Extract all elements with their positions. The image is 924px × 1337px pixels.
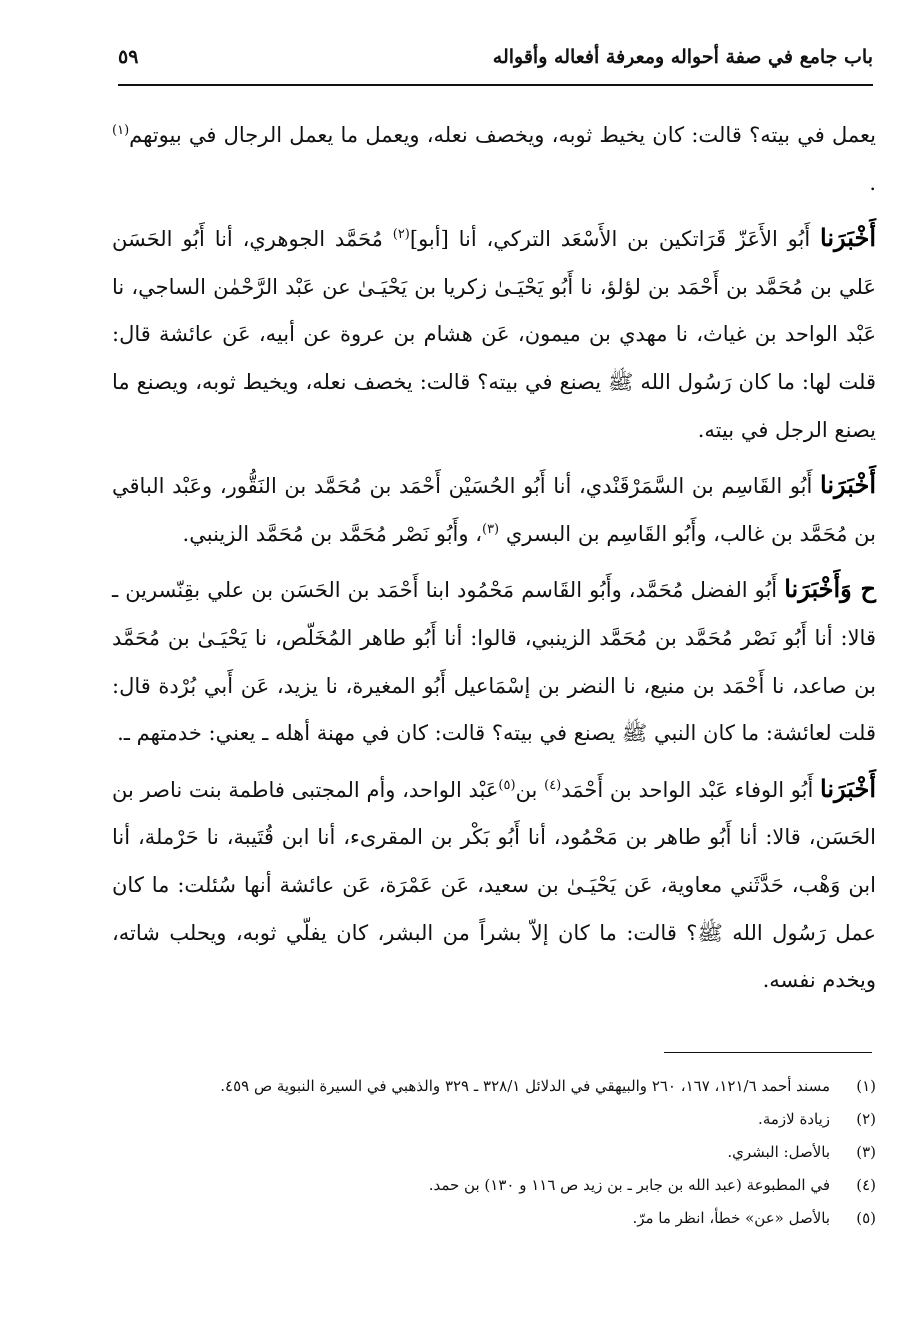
isnad-lead-word: أَخْبَرَنا (820, 223, 876, 253)
footnote (112, 1107, 876, 1132)
footnote (112, 1173, 876, 1198)
footnote-number: (٣) (856, 1143, 876, 1161)
paragraph-3 (112, 461, 876, 558)
paragraph-4 (112, 565, 876, 757)
running-title: باب جامع في صفة أحواله ومعرفة أفعاله وأقواله (492, 46, 873, 68)
footnote-ref: (٤) (544, 777, 562, 793)
footnote (112, 1206, 876, 1231)
paragraph-text: أَبُو الوفاء عَبْد الواحد بن أَحْمَد (561, 777, 814, 802)
footnote-number: (٤) (856, 1176, 876, 1194)
paragraph-text: مُحَمَّد الجوهري، أنا أَبُو الحَسَن عَلي بن مُحَمَّد بن أَحْمَد بن لؤلؤ، نا أَبُو يَحْيَـىٰ زكريا بن يَحْيَـىٰ عن عَبْد الرَّحْمٰن الساجي، نا عَبْد الواحد بن غياث، نا مهدي بن ميمون، عَن هشام بن عروة عن أبيه، عَن عائشة قال: قلت لها: ما كان رَسُول الله ﷺ يصنع في بيته؟ قالت: يخصف نعله، ويخيط ثوبه، ويصنع ما يصنع الرجل في بيته. (112, 227, 876, 442)
footnote-text: بالأصل: البشري. (727, 1143, 830, 1161)
page-header (118, 42, 873, 82)
footnote (112, 1140, 876, 1165)
paragraph-1 (112, 112, 876, 207)
footnote-ref: (٣) (481, 521, 500, 537)
footnote-ref: (٥) (498, 777, 516, 793)
paragraph-text: أَبُو الفضل مُحَمَّد، وأَبُو القَاسم مَحْمُود ابنا أَحْمَد بن الحَسَن بن علي بقِنّسرين ـ قالا: أنا أَبُو نَصْر مُحَمَّد بن مُحَمَّد الزينبي، قالوا: أنا أَبُو طاهر المُخَلّص، نا يَحْيَـىٰ بن مُحَمَّد بن صاعد، نا أَحْمَد بن منيع، نا النضر بن إسْمَاعيل أَبُو المغيرة، نا يزيد، عَن أَبي بُرْدة قال: قلت لعائشة: ما كان النبي ﷺ يصنع في بيته؟ قالت: كان في مهنة أهله ـ يعني: خدمتهم ـ. (112, 578, 876, 746)
paragraph-5 (112, 765, 876, 1005)
footnote-number: (١) (856, 1077, 876, 1095)
footnote-ref: (٢) (392, 227, 410, 243)
footnote-text: زيادة لازمة. (758, 1110, 830, 1128)
paragraph-text: يعمل في بيته؟ قالت: كان يخيط ثوبه، ويخصف نعله، ويعمل ما يعمل الرجال في بيوتهم (129, 123, 876, 147)
main-text (112, 112, 876, 1012)
isnad-lead-word: أَخْبَرَنا (820, 470, 876, 500)
footnote-number: (٥) (856, 1209, 876, 1227)
header-rule (118, 84, 873, 86)
paragraph-text: أَبُو القَاسِم بن السَّمَرْقَنْدي، أنا أَبُو الحُسَيْن أَحْمَد بن مُحَمَّد بن النَقُّور، وعَبْد الباقي بن مُحَمَّد بن غالب، وأَبُو القَاسِم بن البسري (112, 474, 876, 546)
footnotes (112, 1074, 876, 1239)
page-number: ٥٩ (118, 46, 139, 68)
isnad-lead-word: ح وَأَخْبَرَنا (784, 574, 876, 604)
paragraph-text: . (869, 170, 876, 195)
footnote-text: مسند أحمد ١٢١/٦، ١٦٧، ٢٦٠ والبيهقي في الدلائل ٣٢٨/١ ـ ٣٢٩ والذهبي في السيرة النبوية ص ٤٥٩. (220, 1077, 830, 1095)
paragraph-text: بن (515, 777, 538, 802)
footnote-text: في المطبوعة (عبد الله بن جابر ـ بن زيد ص ١١٦ و ١٣٠) بن حمد. (428, 1176, 830, 1194)
footnote (112, 1074, 876, 1099)
paragraph-2 (112, 214, 876, 454)
isnad-lead-word: أَخْبَرَنا (820, 773, 876, 803)
footnote-text: بالأصل «عن» خطأ، انظر ما مرّ. (632, 1209, 830, 1227)
footnote-number: (٢) (856, 1110, 876, 1128)
paragraph-text: عَبْد الواحد، وأم المجتبى فاطمة بنت ناصر بن الحَسَن، قالا: أنا أَبُو طاهر بن مَحْمُود، أنا أَبُو بَكْر بن المقرىء، أنا ابن قُتَيبة، نا حَرْملة، أنا ابن وَهْب، حَدَّثَني معاوية، عَن يَحْيَـىٰ بن سعيد، عَن عَمْرَة، عَن عائشة أنها سُئلت: ما كان عمل رَسُول الله ﷺ؟ قالت: ما كان إلاّ بشراً من البشر، كان يفلّي ثوبه، ويحلب شاته، ويخدم نفسه. (112, 777, 876, 993)
footnote-separator (664, 1052, 872, 1053)
paragraph-text: ، وأَبُو نَصْر مُحَمَّد بن مُحَمَّد الزينبي. (182, 521, 482, 546)
paragraph-text: أَبُو الأَعَزّ قَرَاتكين بن الأَسْعَد التركي، أنا [أبو] (409, 227, 811, 252)
footnote-ref: (١) (112, 123, 130, 138)
